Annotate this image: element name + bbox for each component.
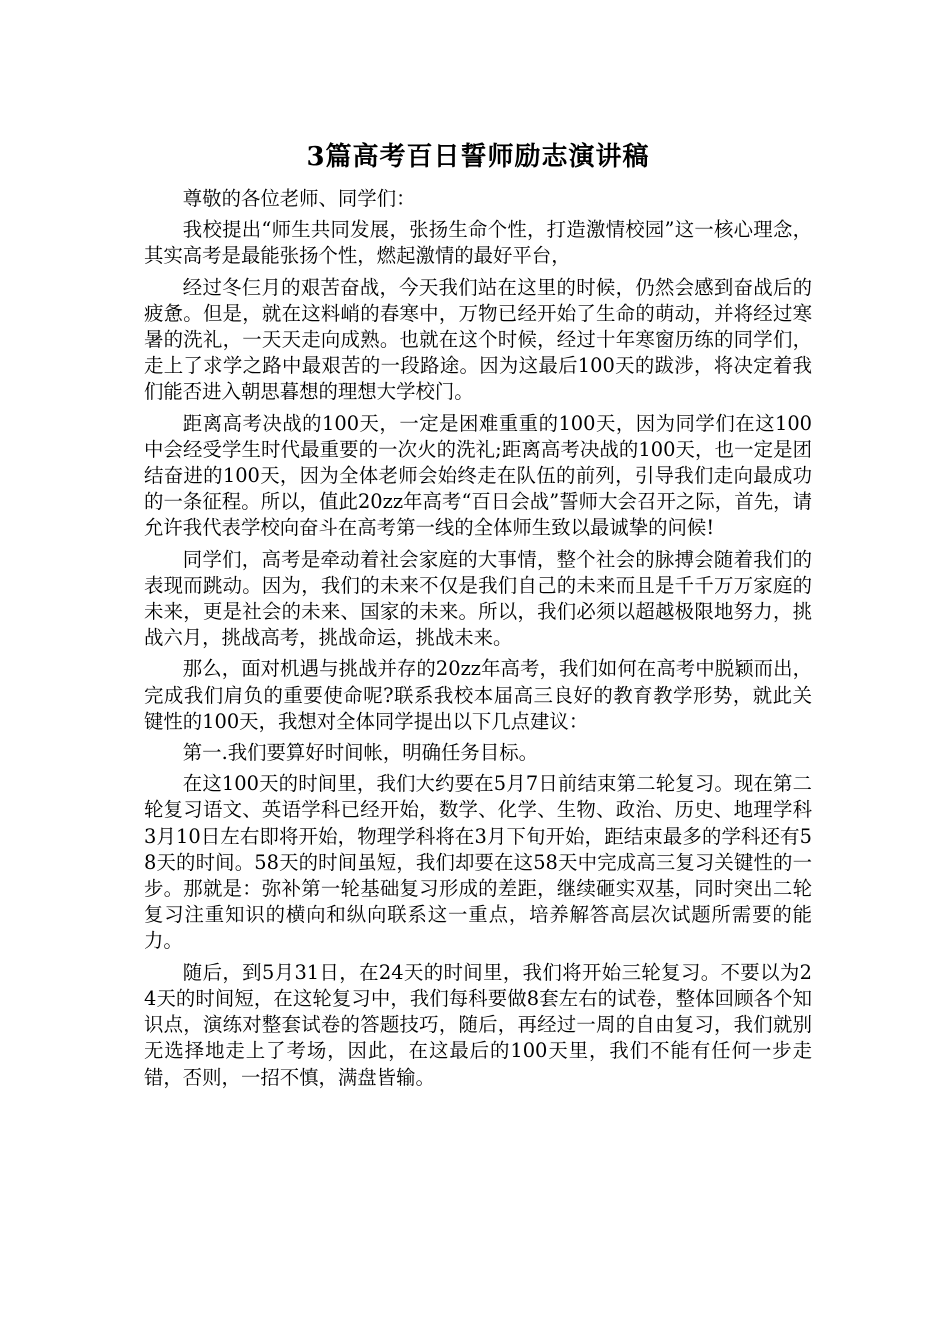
paragraph-third-round-review: 随后，到5月31日，在24天的时间里，我们将开始三轮复习。不要以为24天的时间短，在这轮复习中，我们每科要做8套左右的试卷，整体回顾各个知识点，演练对整套试卷的答题技巧，随后，再经过一周的自由复习，我们就别无选择地走上了考场，因此，在这最后的100天里，我们不能有任何一步走错，否则，一招不慎，满盘皆输。 [144, 960, 812, 1089]
paragraph-second-round-review: 在这100天的时间里，我们大约要在5月7日前结束第二轮复习。现在第二轮复习语文、英语学科已经开始，数学、化学、生物、政治、历史、地理学科3月10日左右即将开始，物理学科将在3月下旬开始，距结束最多的学科还有58天的时间。58天的时间虽短，我们却要在这58天中完成高三复习关键性的一步。那就是：弥补第一轮基础复习形成的差距，继续砸实双基，同时突出二轮复习注重知识的横向和纵向联系这一重点，培养解答高层次试题所需要的能力。 [144, 772, 812, 953]
paragraph-core-concept: 我校提出“师生共同发展，张扬生命个性，打造激情校园”这一核心理念，其实高考是最能张扬个性，燃起激情的最好平台， [144, 218, 812, 268]
paragraph-point-one: 第一.我们要算好时间帐，明确任务目标。 [182, 741, 538, 765]
paragraph-hundred-days: 距离高考决战的100天，一定是困难重重的100天，因为同学们在这100中会经受学生时代最重要的一次火的洗礼;距离高考决战的100天，也一定是团结奋进的100天，因为全体老师会始终走在队伍的前列，引导我们走向最成功的一条征程。所以，值此20zz年高考“百日会战”誓师大会召开之际，首先，请允许我代表学校向奋斗在高考第一线的全体师生致以最诚挚的问候! [144, 411, 812, 540]
paragraph-opportunity-challenge: 那么，面对机遇与挑战并存的20zz年高考，我们如何在高考中脱颖而出，完成我们肩负的重要使命呢?联系我校本届高三良好的教育教学形势，就此关键性的100天，我想对全体同学提出以下几点建议： [144, 657, 812, 733]
paragraph-salutation: 尊敬的各位老师、同学们： [182, 187, 416, 210]
paragraph-winter-struggle: 经过冬仨月的艰苦奋战，今天我们站在这里的时候，仍然会感到奋战后的疲惫。但是，就在这料峭的春寒中，万物已经开始了生命的萌动，并将经过寒暑的洗礼，一天天走向成熟。也就在这个时候，经过十年寒窗历练的同学们，走上了求学之路中最艰苦的一段路途。因为这最后100天的跋涉，将决定着我们能否进入朝思暮想的理想大学校门。 [144, 275, 812, 404]
document-title: 3篇高考百日誓师励志演讲稿 [306, 142, 650, 172]
paragraph-society-family: 同学们，高考是牵动着社会家庭的大事情，整个社会的脉搏会随着我们的表现而跳动。因为，我们的未来不仅是我们自己的未来而且是千千万万家庭的未来，更是社会的未来、国家的未来。所以，我们必须以超越极限地努力，挑战六月，挑战高考，挑战命运，挑战未来。 [144, 547, 812, 650]
document-body [144, 138, 812, 1096]
